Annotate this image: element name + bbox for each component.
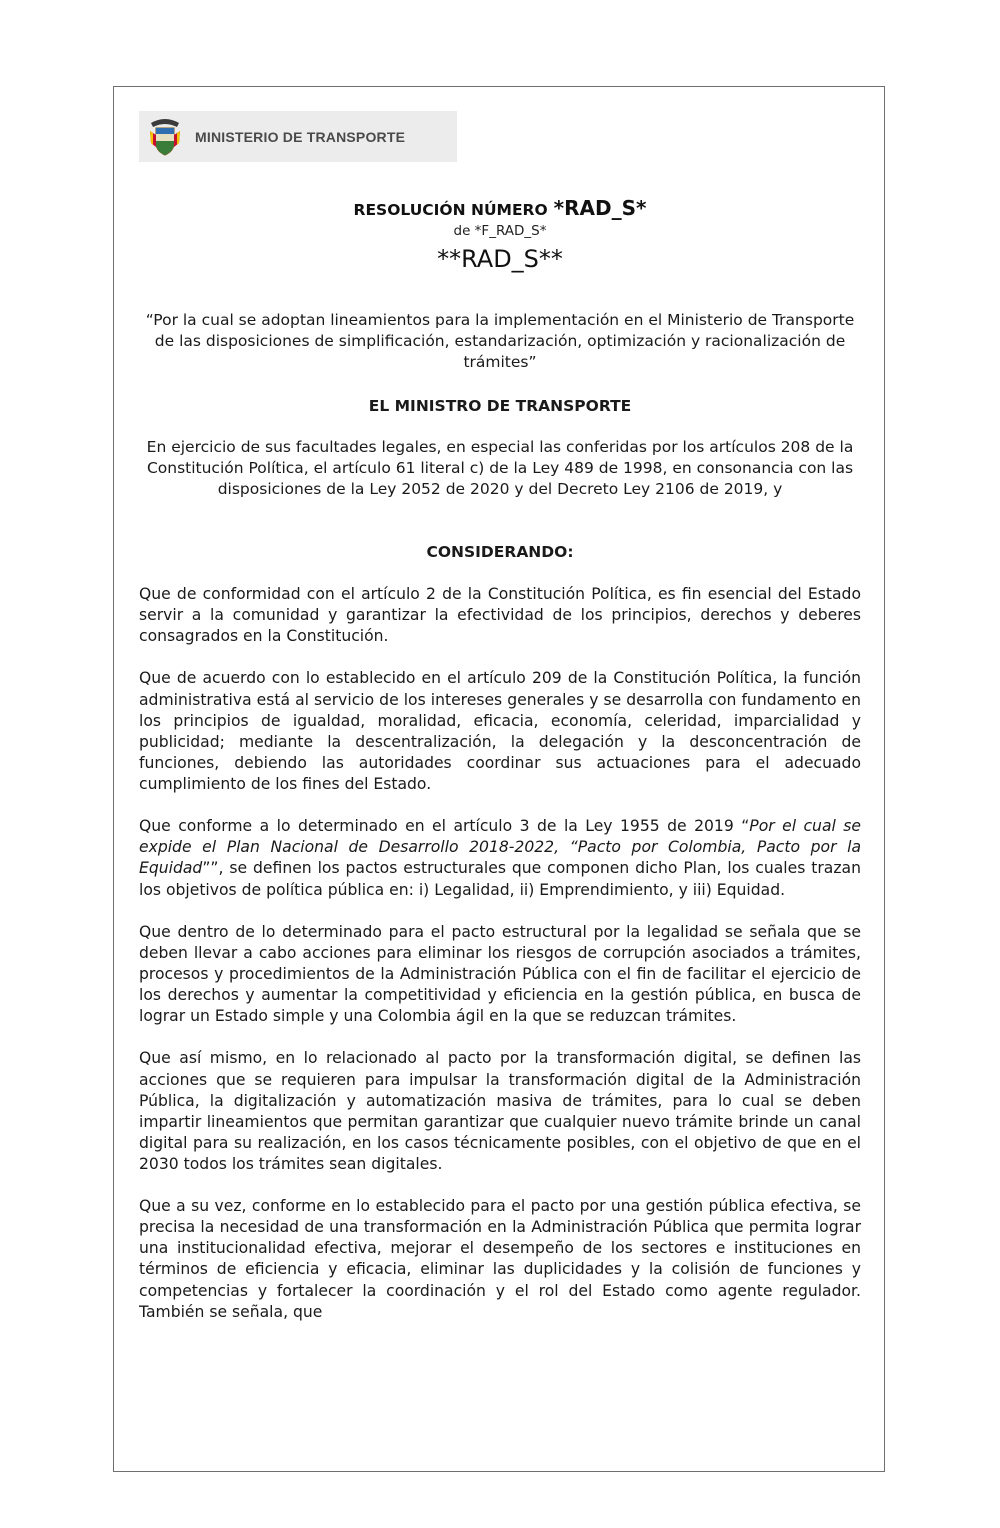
- legal-powers: En ejercicio de sus facultades legales, en especial las conferidas por los artículos 208 de la Constitución Política, el artículo 61 literal c) de la Ley 489 de 1998, en consonancia con las disposiciones de la Ley 2052 de 2020 y del Decreto Ley 2106 de 2019, y: [146, 438, 854, 498]
- consideration-paragraph-3: [139, 816, 861, 900]
- coat-of-arms-icon: [147, 117, 183, 157]
- consideration-paragraph-5: Que así mismo, en lo relacionado al pacto por la transformación digital, se definen las acciones que se requieren para impulsar la transformación digital de la Administración Pública, la digitalización y automatización masiva de trámites, para lo cual se deben impartir lineamientos que permitan garantizar que cualquier nuevo trámite brinde un canal digital para su realización, en los casos técnicamente posibles, con el objetivo de que en el 2030 todos los trámites sean digitales.: [139, 1049, 861, 1173]
- considerando-heading: CONSIDERANDO:: [426, 543, 574, 561]
- consideration-paragraph-4: Que dentro de lo determinado para el pacto estructural por la legalidad se señala que se deben llevar a cabo acciones para eliminar los riesgos de corrupción asociados a trámites, procesos y procedimientos de la Administración Pública con el fin de facilitar el ejercicio de los derechos y aumentar la competitividad y eficiencia en la gestión pública, en busca de lograr un Estado simple y una Colombia ágil en la que se reduzcan trámites.: [139, 922, 861, 1026]
- p3-plan-title: Por el cual se expide el Plan Nacional de Desarrollo 2018-2022, “Pacto por Colombia, Pacto por la Equidad: [139, 817, 862, 878]
- resolution-label: RESOLUCIÓN NÚMERO: [353, 201, 548, 219]
- resolution-number: *RAD_S*: [553, 196, 647, 220]
- p3-text-end: ””, se definen los pactos estructurales que componen dicho Plan, los cuales trazan los objetivos de política pública en: i) Legalidad, ii) Emprendimiento, y iii) Equidad.: [139, 859, 861, 899]
- consideration-paragraph-1: Que de conformidad con el artículo 2 de la Constitución Política, es fin esencial del Estado servir a la comunidad y garantizar la efectividad de los principios, derechos y deberes consagrados en la Constitución.: [139, 585, 861, 646]
- resolution-date: de *F_RAD_S*: [453, 223, 547, 239]
- consideration-paragraph-6: Que a su vez, conforme en lo establecido para el pacto por una gestión pública efectiva, se precisa la necesidad de una transformación en la Administración Pública que permita lograr una institucionalidad efectiva, mejorar el desempeño de los sectores e instituciones en términos de eficiencia y eficacia, eliminar las duplicidades y la colisión de funciones y competencias y fortalecer la coordinación y el rol del Estado como agente regulador. También se señala, que: [139, 1197, 861, 1321]
- considerations-body: [139, 584, 861, 1323]
- resolution-title: [139, 196, 861, 220]
- consideration-paragraph-2: Que de acuerdo con lo establecido en el artículo 209 de la Constitución Política, la función administrativa está al servicio de los intereses generales y se desarrolla con fundamento en los principios de igualdad, moralidad, eficacia, economía, celeridad, imparcialidad y publicidad; mediante la descentralización, la delegación y la desconcentración de funciones, debiendo las autoridades coordinar sus actuaciones para el adecuado cumplimiento de los fines del Estado.: [139, 669, 861, 793]
- ministry-name: MINISTERIO DE TRANSPORTE: [195, 128, 406, 145]
- authority-heading: EL MINISTRO DE TRANSPORTE: [368, 397, 632, 415]
- resolution-subject: “Por la cual se adoptan lineamientos para la implementación en el Ministerio de Transporte de las disposiciones de simplificación, estandarización, optimización y racionalización de trámites”: [145, 311, 855, 371]
- resolution-code: **RAD_S**: [437, 245, 563, 273]
- ministry-logo-banner: [139, 111, 457, 162]
- p3-text-start: Que conforme a lo determinado en el artículo 3 de la Ley 1955 de 2019 “: [139, 817, 750, 836]
